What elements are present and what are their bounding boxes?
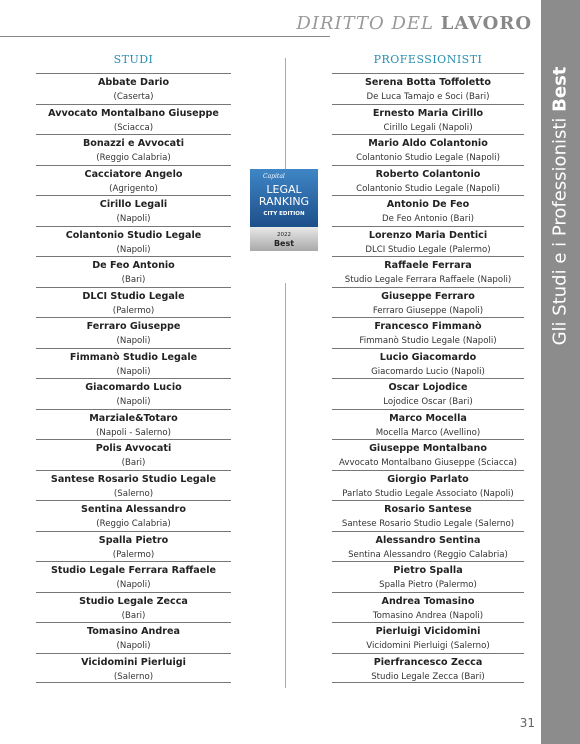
badge-line3: CITY EDITION (263, 211, 305, 217)
list-item (36, 561, 231, 592)
list-item (36, 73, 231, 104)
entry-detail: (Bari) (121, 610, 146, 621)
entry-name: Colantonio Studio Legale (65, 229, 202, 241)
entry-name: Polis Avvocati (95, 443, 172, 454)
list-item (332, 226, 524, 257)
entry-name: Lucio Giacomardo (379, 351, 477, 363)
entry-name: Mario Aldo Colantonio (368, 138, 488, 149)
list-item (332, 470, 524, 501)
list-item (332, 317, 524, 348)
entry-name: Santese Rosario Studio Legale (50, 473, 217, 485)
list-item (332, 531, 524, 562)
section-title (296, 13, 532, 34)
entry-detail: Avvocato Montalbano Giuseppe (Sciacca) (339, 458, 517, 468)
entry-detail: (Napoli) (116, 214, 151, 224)
list-item (36, 622, 231, 653)
list-item (36, 287, 231, 318)
entry-name: Giacomardo Lucio (85, 382, 182, 393)
entry-name: Raffaele Ferrara (384, 260, 472, 271)
entry-name: Giorgio Parlato (387, 473, 469, 485)
entry-detail: Cirillo Legali (Napoli) (383, 122, 473, 133)
list-item (332, 348, 524, 379)
list-item (36, 439, 231, 470)
entry-name: Spalla Pietro (98, 534, 169, 546)
entry-detail: (Caserta) (113, 92, 154, 102)
entry-detail: (Reggio Calabria) (96, 153, 171, 163)
column-divider-top (285, 58, 286, 170)
entry-detail: DLCI Studio Legale (Palermo) (365, 244, 491, 255)
entry-detail: (Palermo) (112, 549, 155, 560)
studi-heading: STUDI (113, 53, 154, 66)
list-item (332, 561, 524, 592)
entry-name: Giuseppe Ferraro (381, 290, 475, 302)
entry-detail: Lojodice Oscar (Bari) (383, 397, 473, 407)
list-item (36, 317, 231, 348)
professionisti-list (332, 73, 524, 683)
entry-name: Roberto Colantonio (375, 168, 481, 180)
entry-detail: (Salerno) (113, 671, 154, 682)
list-item (332, 256, 524, 287)
entry-name: Giuseppe Montalbano (369, 443, 487, 454)
entry-name: Marziale&Totaro (89, 412, 178, 424)
list-item (332, 439, 524, 470)
sidebar-title-bold: Best (549, 66, 571, 112)
entry-detail: (Napoli) (116, 244, 151, 255)
entry-name: Oscar Lojodice (388, 382, 468, 393)
list-item (332, 195, 524, 226)
badge-graphic (250, 169, 318, 251)
entry-name: Alessandro Sentina (375, 534, 481, 546)
entry-detail: Studio Legale Zecca (Bari) (371, 671, 485, 682)
entry-detail: (Napoli) (116, 366, 151, 377)
entry-detail: (Sciacca) (113, 122, 154, 133)
list-item (36, 378, 231, 409)
list-item (332, 653, 524, 684)
list-item (36, 470, 231, 501)
list-item (36, 104, 231, 135)
entry-detail: (Napoli) (116, 580, 151, 590)
list-item (332, 500, 524, 531)
entry-name: Sentina Alessandro (81, 504, 186, 515)
entry-name: Cirillo Legali (99, 199, 168, 210)
professionisti-heading: PROFESSIONISTI (373, 53, 483, 66)
list-item (36, 134, 231, 165)
entry-detail: De Feo Antonio (Bari) (382, 214, 474, 224)
entry-detail: Sentina Alessandro (Reggio Calabria) (348, 549, 508, 560)
sidebar-title (550, 67, 571, 346)
entry-detail: Colantonio Studio Legale (Napoli) (356, 183, 500, 194)
list-item (36, 500, 231, 531)
list-item (36, 165, 231, 196)
entry-name: Lorenzo Maria Dentici (368, 229, 488, 241)
sidebar-title-light: Gli Studi e i Professionisti (549, 117, 571, 346)
badge-label: Best (273, 239, 295, 248)
list-item (332, 409, 524, 440)
column-divider-bottom (285, 283, 286, 688)
entry-detail: (Reggio Calabria) (96, 519, 171, 529)
list-item (332, 622, 524, 653)
list-item (36, 256, 231, 287)
entry-detail: (Napoli) (116, 641, 151, 651)
entry-name: Cacciatore Angelo (84, 168, 183, 180)
entry-detail: Ferraro Giuseppe (Napoli) (372, 305, 484, 316)
entry-name: Francesco Fimmanò (374, 321, 482, 332)
entry-name: Serena Botta Toffoletto (365, 77, 491, 88)
entry-name: Andrea Tomasino (381, 595, 475, 607)
entry-detail: (Bari) (121, 458, 146, 468)
list-item (36, 348, 231, 379)
entry-detail: Giacomardo Lucio (Napoli) (371, 366, 485, 377)
list-item (332, 165, 524, 196)
entry-name: De Feo Antonio (92, 260, 175, 271)
entry-detail: Colantonio Studio Legale (Napoli) (356, 153, 500, 163)
entry-detail: (Palermo) (112, 305, 155, 316)
entry-name: Pierfrancesco Zecca (373, 656, 483, 668)
entry-detail: Fimmanò Studio Legale (Napoli) (359, 336, 497, 346)
badge-line2: RANKING (258, 195, 310, 208)
entry-detail: Santese Rosario Studio Legale (Salerno) (341, 519, 515, 529)
section-title-strong: LAVORO (440, 13, 532, 34)
entry-name: Tomasino Andrea (87, 626, 180, 637)
entry-detail: (Napoli) (116, 397, 151, 407)
badge-line1: LEGAL (266, 183, 302, 196)
legal-ranking-badge (250, 169, 318, 251)
entry-detail: Mocella Marco (Avellino) (375, 427, 481, 438)
entry-detail: (Agrigento) (109, 183, 158, 194)
page-header (0, 0, 540, 40)
list-item (332, 104, 524, 135)
entry-detail: (Napoli - Salerno) (96, 427, 171, 438)
entry-name: Antonio De Feo (386, 199, 470, 210)
header-rule (0, 36, 330, 37)
entry-name: Ferraro Giuseppe (86, 321, 181, 332)
badge-brand: Capital (263, 173, 285, 180)
list-item (36, 226, 231, 257)
section-title-italic: DIRITTO DEL (296, 13, 434, 34)
entry-name: Vicidomini Pierluigi (81, 656, 186, 668)
list-item (36, 531, 231, 562)
list-item (332, 592, 524, 623)
list-item (36, 409, 231, 440)
entry-name: DLCI Studio Legale (82, 290, 185, 302)
entry-detail: Tomasino Andrea (Napoli) (372, 610, 484, 621)
entry-name: Rosario Santese (384, 504, 472, 515)
list-item (332, 378, 524, 409)
entry-name: Avvocato Montalbano Giuseppe (48, 107, 219, 119)
entry-detail: (Napoli) (116, 336, 151, 346)
entry-name: Pietro Spalla (393, 565, 463, 576)
entry-name: Bonazzi e Avvocati (82, 138, 185, 149)
entry-name: Marco Mocella (389, 412, 467, 424)
entry-detail: Spalla Pietro (Palermo) (379, 580, 477, 590)
entry-name: Ernesto Maria Cirillo (372, 107, 484, 119)
studi-list (36, 73, 231, 683)
list-item (332, 134, 524, 165)
list-item (36, 195, 231, 226)
list-item (36, 653, 231, 684)
entry-name: Studio Legale Ferrara Raffaele (50, 565, 217, 576)
badge-year: 2022 (277, 232, 291, 238)
sidebar-band (541, 0, 580, 744)
entry-name: Abbate Dario (97, 77, 170, 88)
list-item (332, 287, 524, 318)
entry-detail: (Bari) (121, 275, 146, 285)
list-item (332, 73, 524, 104)
entry-detail: (Salerno) (113, 488, 154, 499)
entry-detail: Studio Legale Ferrara Raffaele (Napoli) (344, 275, 512, 285)
entry-detail: Vicidomini Pierluigi (Salerno) (366, 641, 490, 651)
entry-detail: Parlato Studio Legale Associato (Napoli) (342, 488, 514, 499)
entry-name: Pierluigi Vicidomini (375, 626, 481, 637)
page-number: 31 (519, 716, 535, 730)
entry-name: Studio Legale Zecca (79, 595, 188, 607)
entry-detail: De Luca Tamajo e Soci (Bari) (366, 92, 490, 102)
entry-name: Fimmanò Studio Legale (69, 351, 198, 363)
list-item (36, 592, 231, 623)
